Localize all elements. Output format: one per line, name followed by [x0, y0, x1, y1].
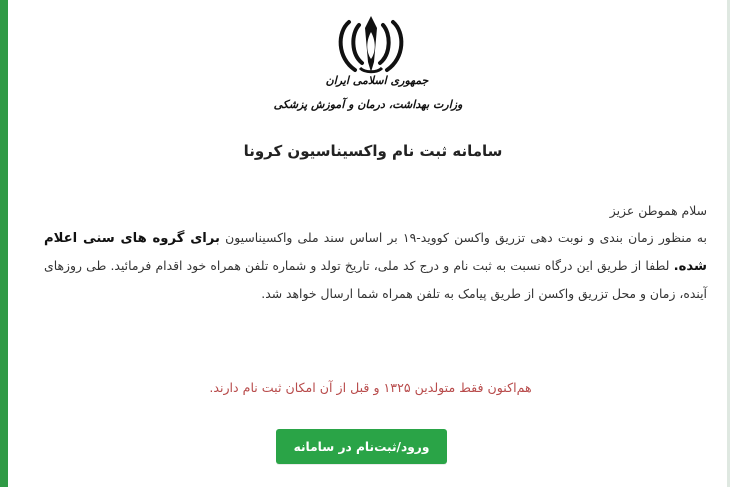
- greeting-text: سلام هموطن عزیز: [609, 203, 707, 218]
- intro-paragraph: [44, 224, 707, 307]
- intro-text: [44, 197, 707, 307]
- intro-paragraph-strong: برای گروه های سنی اعلام شده.: [44, 231, 707, 274]
- eligibility-notice: هم‌اکنون فقط متولدین ۱۳۲۵ و قبل از آن امکان ثبت نام دارند.: [209, 380, 532, 395]
- iran-emblem-icon: [331, 10, 411, 80]
- page-title: سامانه ثبت نام واکسیناسیون کرونا: [243, 142, 503, 160]
- left-accent-strip: [0, 0, 8, 487]
- registration-card: [8, 0, 727, 487]
- ministry-line-1: جمهوری اسلامی ایران: [325, 74, 429, 87]
- login-register-button[interactable]: ورود/ثبت‌نام در سامانه: [276, 429, 447, 464]
- ministry-line-2: وزارت بهداشت، درمان و آموزش پزشکی: [273, 98, 463, 111]
- intro-paragraph-part-1: به منظور زمان بندی و نوبت دهی تزریق واکسن کووید-۱۹ بر اساس سند ملی واکسیناسیون: [225, 230, 707, 245]
- intro-paragraph-part-2: لطفا از طریق این درگاه نسبت به ثبت نام و درج کد ملی، تاریخ تولد و شماره تلفن همراه خود اقدام فرمائید. طی روزهای آینده، زمان و محل تزریق واکسن از طریق پیامک به تلفن همراه شما ارسال خواهد شد.: [44, 258, 707, 301]
